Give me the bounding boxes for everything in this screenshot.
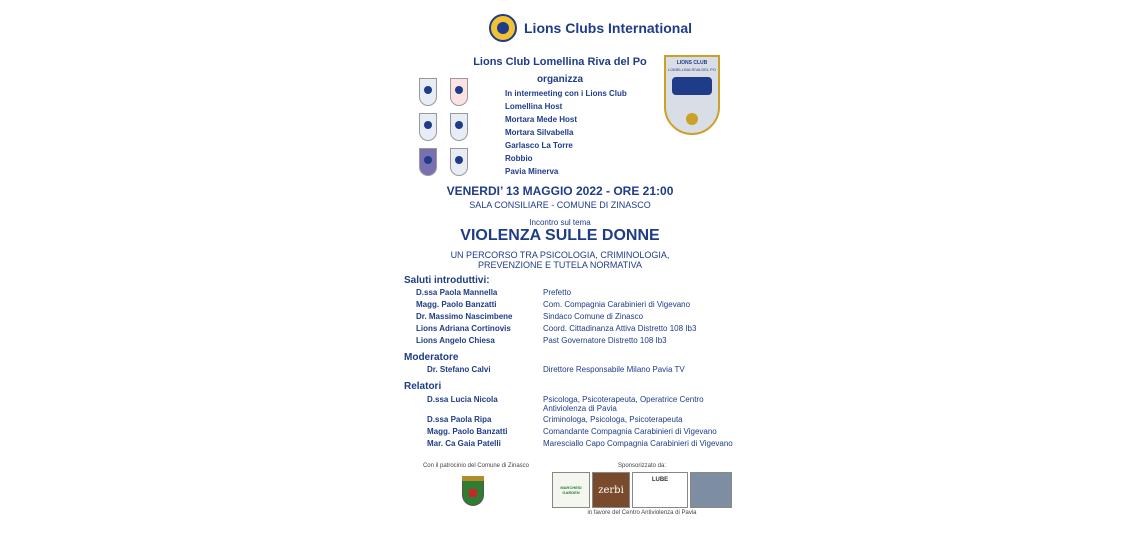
banner-line1: LIONS CLUB: [676, 60, 708, 66]
pennant-icon: [419, 148, 437, 176]
event-place: SALA CONSILIARE - COMUNE DI ZINASCO: [469, 200, 651, 210]
speaker-role: Psicologa, Psicoterapeuta, Operatrice Centro Antiviolenza di Pavia: [543, 395, 704, 413]
list-item: Garlasco La Torre: [505, 141, 573, 150]
speaker-name: Lions Angelo Chiesa: [416, 336, 495, 345]
event-theme: VIOLENZA SULLE DONNE: [460, 227, 660, 244]
pennant-icon: [450, 78, 468, 106]
sponsor-heading: Sponsorizzato da:: [617, 463, 667, 469]
speaker-role: Direttore Responsabile Milano Pavia TV: [543, 365, 685, 374]
organizza-label: organizza: [536, 74, 584, 85]
speaker-role: Coord. Cittadinanza Attiva Distretto 108 Ib3: [543, 324, 697, 333]
sponsor-label: zerbi: [598, 485, 624, 496]
section-heading: Relatori: [404, 381, 442, 392]
sponsor-photo: [690, 472, 732, 508]
banner-emblem-icon: [686, 113, 698, 125]
banner-picture: [672, 77, 712, 95]
patrocinio-text: Con il patrocinio del Comune di Zinasco: [422, 463, 530, 469]
speaker-name: Magg. Paolo Banzatti: [427, 427, 508, 436]
theme-intro: Incontro sul tema: [529, 218, 591, 227]
list-item: Mortara Silvabella: [505, 128, 574, 137]
speaker-role: Prefetto: [543, 288, 572, 297]
list-item: Robbio: [505, 154, 533, 163]
speaker-name: Lions Adriana Cortinovis: [416, 324, 511, 333]
pennant-icon: [450, 113, 468, 141]
banner-line2: LOMELLINA RIVA DEL PO: [668, 67, 716, 72]
intermeeting-intro: In intermeeting con i Lions Club: [505, 89, 627, 98]
list-item: Lomellina Host: [505, 102, 563, 111]
organization-title: Lions Clubs International: [524, 20, 693, 36]
speaker-role: Comandante Compagnia Carabinieri di Vigevano: [543, 427, 717, 436]
pennant-icon: [419, 113, 437, 141]
pennant-icon: [450, 148, 468, 176]
sponsor-label: MARCHESI GARDEN: [560, 485, 582, 495]
speaker-role: Past Governatore Distretto 108 Ib3: [543, 336, 667, 345]
sponsor-logo-lube: [632, 472, 688, 508]
speaker-name: Mar. Ca Gaia Patelli: [427, 439, 501, 448]
speaker-name: D.ssa Paola Mannella: [416, 288, 498, 297]
municipal-crest-icon: [462, 480, 484, 506]
subtitle-line: UN PERCORSO TRA PSICOLOGIA, CRIMINOLOGIA,: [450, 250, 670, 260]
speaker-role: Sindaco Comune di Zinasco: [543, 312, 644, 321]
sponsor-logo-zerbi: [592, 472, 630, 508]
section-heading: Moderatore: [404, 352, 459, 363]
sponsor-label: LUBE: [651, 477, 669, 483]
speaker-role: Com. Compagnia Carabinieri di Vigevano: [543, 300, 691, 309]
speaker-name: Dr. Massimo Nascimbene: [416, 312, 513, 321]
list-item: Mortara Mede Host: [505, 115, 578, 124]
event-date: VENERDI’ 13 MAGGIO 2022 - ORE 21:00: [446, 184, 674, 198]
speaker-name: D.ssa Lucia Nicola: [427, 395, 498, 404]
pennant-icon: [419, 78, 437, 106]
speaker-name: D.ssa Paola Ripa: [427, 415, 492, 424]
speaker-name: Dr. Stefano Calvi: [427, 365, 491, 374]
section-heading: Saluti introduttivi:: [404, 275, 490, 286]
speaker-name: Magg. Paolo Banzatti: [416, 300, 497, 309]
list-item: Pavia Minerva: [505, 167, 559, 176]
club-name: Lions Club Lomellina Riva del Po: [473, 56, 647, 68]
event-subtitle: [430, 250, 690, 270]
sponsor-logo-marchesi: [552, 472, 590, 508]
lions-emblem-icon: [489, 14, 517, 42]
club-banner-icon: [664, 55, 720, 135]
speaker-role: Criminologa, Psicologa, Psicoterapeuta: [543, 415, 683, 424]
in-favore-text: in favore del Centro Antiviolenza di Pavia: [587, 510, 697, 516]
speaker-role: Maresciallo Capo Compagnia Carabinieri di Vigevano: [543, 439, 733, 448]
subtitle-line: PREVENZIONE E TUTELA NORMATIVA: [477, 260, 643, 270]
